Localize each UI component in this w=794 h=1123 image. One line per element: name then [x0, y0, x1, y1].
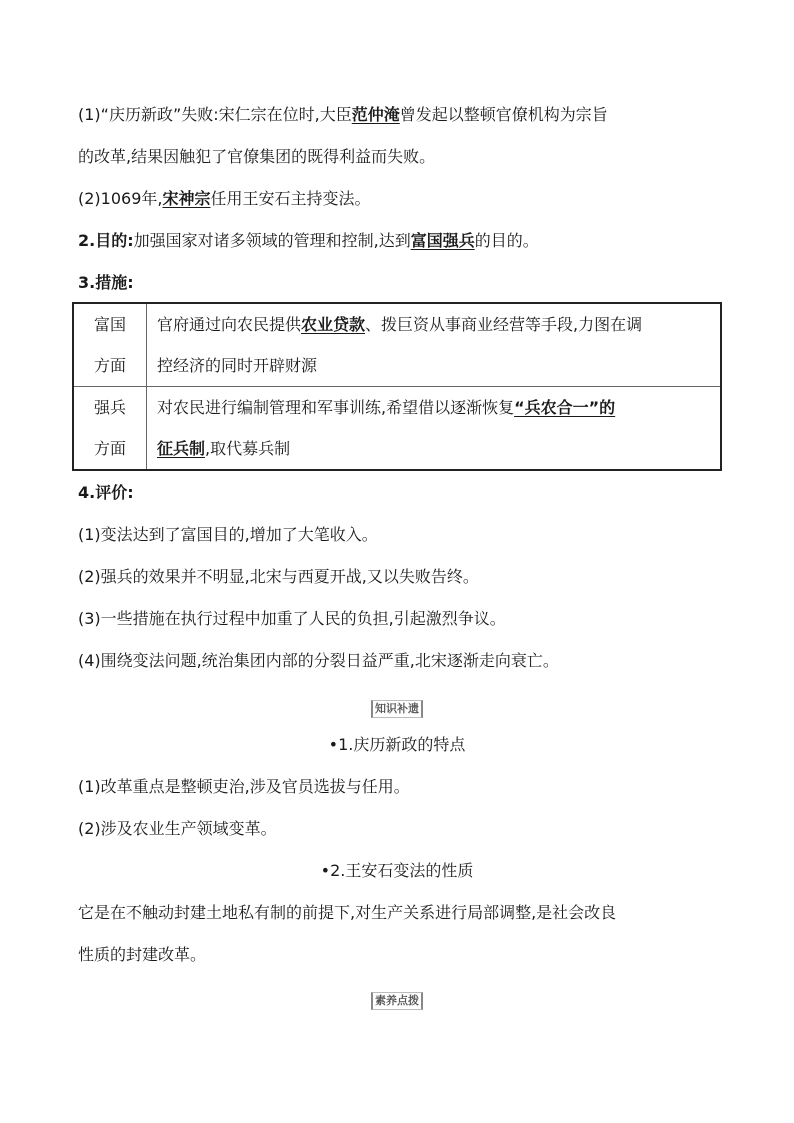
text-segment: 的目的。	[474, 231, 539, 250]
table-cell	[147, 387, 722, 471]
text-segment: 对农民进行编制管理和军事训练,希望借以逐渐恢复	[157, 398, 515, 417]
text-segment: 官府通过向农民提供	[157, 315, 302, 334]
knowledge-point-item: 它是在不触动封建土地私有制的前提下,对生产关系进行局部调整,是社会改良	[78, 903, 617, 922]
key-term-fuguo-qiangbing: 富国强兵	[410, 231, 475, 250]
knowledge-point-item: (2)涉及农业生产领域变革。	[78, 819, 277, 838]
paragraph-goal	[78, 230, 539, 252]
text-segment: 控经济的同时开辟财源	[157, 356, 318, 375]
evaluation-item: (4)围绕变法问题,统治集团内部的分裂日益严重,北宋逐渐走向衰亡。	[78, 651, 559, 670]
section-label-evaluation: 4.评价:	[78, 483, 134, 502]
evaluation-item: (2)强兵的效果并不明显,北宋与西夏开战,又以失败告终。	[78, 567, 479, 586]
key-term-fan-zhongyan: 范仲淹	[351, 105, 400, 124]
table-row	[73, 387, 721, 471]
header-line: 强兵	[93, 398, 126, 417]
text-segment: (2)1069年,	[78, 189, 163, 208]
paragraph-1069	[78, 188, 371, 210]
table-row	[73, 303, 721, 387]
badge-skill-tips: 素养点拨	[371, 992, 423, 1010]
section-label-goal: 2.目的:	[78, 231, 134, 250]
evaluation-item: (1)变法达到了富国目的,增加了大笔收入。	[78, 525, 378, 544]
header-line: 方面	[93, 356, 126, 375]
paragraph-qingli-failure	[78, 104, 608, 126]
paragraph-qingli-failure-cont: 的改革,结果因触犯了官僚集团的既得利益而失败。	[78, 147, 436, 166]
table-row-header	[73, 387, 147, 471]
text-segment: 加强国家对诸多领域的管理和控制,达到	[133, 231, 411, 250]
knowledge-point-title: •2.王安石变法的性质	[320, 861, 474, 880]
knowledge-point-item: (1)改革重点是整顿吏治,涉及官员选拔与任用。	[78, 777, 410, 796]
text-segment: ,取代募兵制	[205, 439, 291, 458]
measures-table	[72, 302, 722, 471]
knowledge-point-item: 性质的封建改革。	[78, 945, 207, 964]
badge-knowledge-supplement: 知识补遗	[371, 700, 423, 718]
key-term-nongye-daikuan: 农业贷款	[301, 315, 366, 334]
text-segment: 、拨巨资从事商业经营等手段,力图在调	[365, 315, 643, 334]
header-line: 富国	[93, 315, 126, 334]
key-term-song-shenzong: 宋神宗	[162, 189, 211, 208]
section-label-measures: 3.措施:	[78, 273, 134, 292]
key-term-zhengbingzhi: 征兵制	[157, 439, 206, 458]
text-segment: 曾发起以整顿官僚机构为宗旨	[399, 105, 608, 124]
text-segment: (1)“庆历新政”失败:宋仁宗在位时,大臣	[78, 105, 352, 124]
key-term-bingnong-heyi: “兵农合一”的	[514, 398, 616, 417]
evaluation-item: (3)一些措施在执行过程中加重了人民的负担,引起激烈争议。	[78, 609, 506, 628]
table-cell	[147, 303, 722, 387]
text-segment: 任用王安石主持变法。	[210, 189, 371, 208]
knowledge-point-title: •1.庆历新政的特点	[328, 735, 466, 754]
table-row-header	[73, 303, 147, 387]
header-line: 方面	[93, 439, 126, 458]
